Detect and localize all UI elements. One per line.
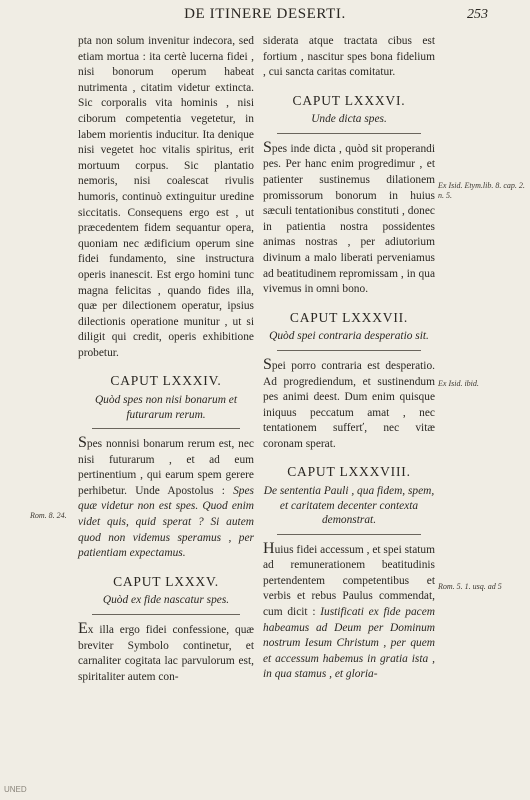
- divider: [277, 133, 421, 134]
- margin-note-isid-etym: Ex Isid. Etym.lib. 8. cap. 2. n. 5.: [438, 181, 525, 200]
- initial-letter: S: [78, 434, 87, 452]
- chapter-subtitle: Quòd spes non nisi bonarum et futurarum rerum.: [94, 394, 238, 421]
- chapter-heading: CAPUT LXXXVI.: [292, 92, 406, 108]
- paragraph: Spei porro contraria est desperatio. Ad progrediendum, et sustinendum pes animi deest. Dum enim quisque iniquus peccatum amat , nec tentationem sufferť, nec vitæ coronam sperat.: [263, 355, 435, 450]
- margin-note-isid-ibid: Ex Isid. ibid.: [438, 379, 479, 388]
- chapter-heading: CAPUT LXXXV.: [113, 573, 219, 589]
- chapter-subtitle: Quòd ex fide nascatur spes.: [102, 594, 230, 607]
- initial-letter: S: [263, 355, 272, 373]
- paragraph: siderata atque tractata cibus est fortium , nascitur spes bona fidelium , cui sancta caritas comitatur.: [263, 35, 435, 79]
- running-title: DE ITINERE DESERTI.: [184, 6, 346, 22]
- paragraph: Spes inde dicta , quòd sit properandi pes. Per hanc enim progredimur , et patienter sustinemus dilationem promissorum bonorum in huius sæculi tentationibus constituti , donec in patientia nostra possidentes animas nostras , per adiutorium divinum a malo liberati perveniamus ad beatitudinem repromissam , in qua vivemus in omni bono.: [263, 138, 435, 296]
- right-column: [263, 34, 435, 683]
- chapter-heading: CAPUT LXXXIV.: [110, 373, 222, 389]
- divider: [92, 428, 240, 429]
- margin-note-rom-5-1: Rom. 5. 1. usq. ad 5: [438, 582, 502, 591]
- margin-note-rom-8-24: Rom. 8. 24.: [30, 511, 67, 520]
- page-number: 253: [467, 7, 488, 22]
- chapter-subtitle: Quòd spei contraria desperatio sit.: [269, 330, 429, 343]
- divider: [277, 350, 421, 351]
- divider: [92, 614, 240, 615]
- chapter-heading: CAPUT LXXXVII.: [289, 309, 409, 325]
- library-mark: UNED: [4, 785, 27, 794]
- chapter-subtitle: Unde dicta spes.: [311, 113, 387, 126]
- initial-letter: H: [263, 539, 275, 557]
- divider: [277, 534, 421, 535]
- chapter-subtitle: De sententia Pauli , qua fidem, spem, et caritatem decenter contexta demonstrat.: [263, 485, 435, 527]
- left-column: [78, 34, 254, 685]
- paragraph: Ex illa ergo fidei confessione, quæ breviter Symbolo continetur, et carnaliter cogitata lac parvulorum est, spiritaliter autem con-: [78, 619, 254, 683]
- scripture-quote: Spes quæ videtur non est spes. Quod enim videt quis, quid sperat ? Si autem quod non videmus speramus , per patientiam expectamus.: [78, 484, 254, 560]
- paragraph: Spes nonnisi bonarum rerum est, nec nisi futurarum , et ad eum pertinentium , qui earum spem gerere perhibetur. Unde Apostolus : Spes quæ videtur non est spes. Quod enim videt quis, quid sperat ? Si autem quod non videmus speramus , per patientiam expectamus.: [78, 434, 254, 560]
- initial-letter: S: [263, 138, 272, 156]
- initial-letter: E: [78, 619, 88, 637]
- paragraph: pta non solum invenitur indecora, sed etiam mortua : ita certè lucerna fidei , nisi bonorum operum habeat nutrimenta , citatim videtur extincta. Sic corporalis vita hominis , nisi ciborum competentia vegetetur, in labem morientis inducitur. Ita denique nisi vegetet hoc vitalis spiritus, erit mortuum corpus. Sic plantatio nemoris, nisi coalescat rivulis humoris, continuò extinguitur uredine siccitatis. Consequens ergo est , ut præcedentem fidem sequantur opera, quoniam nec ædificium operum sine fidei fundamento, sine instructura operis inanescit. Est ergo homini tunc magna felicitas , quando fides illa, quæ per dilectionem operatur, ipsius dilectionis operatione munitur , ut si diligit qui credit, operis exhibitione probetur.: [78, 35, 254, 359]
- scripture-quote: Iustificati ex fide pacem habeamus ad Deum per Dominum nostrum Iesum Christum , per quem et accessum habemus in gratia ista , in qua stamus , et gloria-: [263, 605, 435, 681]
- paragraph: Huius fidei accessum , et spei statum ad remunerationem beatitudinis pertendentem competentibus et verbis et rebus Paulus commendat, cum dicit : Iustificati ex fide pacem habeamus ad Deum per Dominum nostrum Iesum Christum , per quem et accessum habemus in gratia ista , in qua stamus , et gloria-: [263, 539, 435, 681]
- chapter-heading: CAPUT LXXXVIII.: [287, 464, 411, 480]
